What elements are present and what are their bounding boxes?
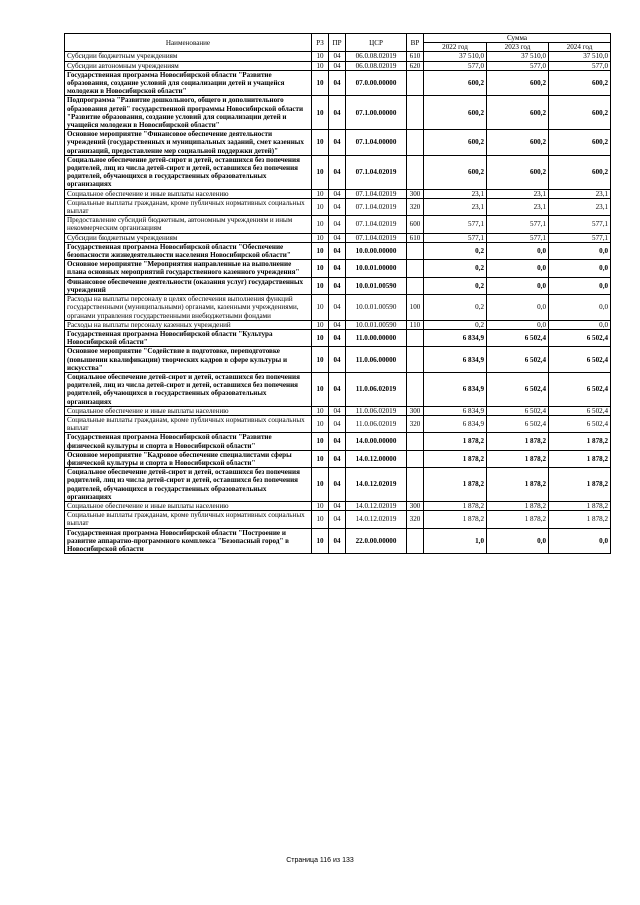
row-csr-cell: 10.0.00.00000 [346, 242, 407, 259]
row-2022-cell: 1 878,2 [424, 433, 487, 450]
row-name-cell: Социальное обеспечение детей-сирот и детей, оставшихся без попечения родителей, лиц из числа детей-сирот и детей, оставшихся без попечения родителей, обучающихся в государственных образовательных организациях [65, 468, 312, 502]
row-name-cell: Расходы на выплаты персоналу в целях обеспечения выполнения функций государственными (муниципальными) органами, казенными учреждениями, органами управления государственными внебюджетными фондами [65, 295, 312, 321]
row-vr-cell: 300 [407, 189, 424, 198]
row-csr-cell: 07.1.04.02019 [346, 189, 407, 198]
row-name-cell: Социальное обеспечение детей-сирот и детей, оставшихся без попечения родителей, лиц из числа детей-сирот и детей, оставшихся без попечения родителей, обучающихся в государственных образовательных организациях [65, 155, 312, 189]
row-pr-cell: 04 [329, 130, 346, 156]
row-rz-cell: 10 [312, 277, 329, 294]
row-vr-cell: 320 [407, 415, 424, 432]
row-2022-cell: 600,2 [424, 155, 487, 189]
row-2023-cell: 6 502,4 [487, 329, 549, 346]
row-2023-cell: 0,0 [487, 528, 549, 554]
table-row [65, 130, 611, 156]
row-2022-cell: 1 878,2 [424, 450, 487, 467]
row-name-cell: Расходы на выплаты персоналу казенных учреждений [65, 320, 312, 329]
row-rz-cell: 10 [312, 415, 329, 432]
row-name-cell: Основное мероприятие "Мероприятия направленные на выполнение плана основных мероприятий государственного казенного учреждения" [65, 260, 312, 277]
row-vr-cell [407, 468, 424, 502]
row-rz-cell: 10 [312, 320, 329, 329]
row-2024-cell: 23,1 [549, 198, 611, 215]
row-csr-cell: 07.1.04.02019 [346, 216, 407, 233]
row-rz-cell: 10 [312, 242, 329, 259]
row-2022-cell: 23,1 [424, 198, 487, 215]
row-rz-cell: 10 [312, 216, 329, 233]
row-vr-cell: 610 [407, 52, 424, 61]
row-csr-cell: 14.0.12.02019 [346, 501, 407, 510]
row-name-cell: Социальное обеспечение и иные выплаты населению [65, 189, 312, 198]
row-2024-cell: 0,0 [549, 295, 611, 321]
row-2024-cell: 577,0 [549, 61, 611, 70]
budget-table [64, 33, 611, 554]
row-2023-cell: 6 502,4 [487, 347, 549, 373]
row-pr-cell: 04 [329, 61, 346, 70]
row-name-cell: Социальное обеспечение и иные выплаты населению [65, 501, 312, 510]
row-rz-cell: 10 [312, 406, 329, 415]
row-vr-cell: 100 [407, 295, 424, 321]
row-pr-cell: 04 [329, 189, 346, 198]
row-csr-cell: 11.0.06.02019 [346, 406, 407, 415]
row-vr-cell [407, 528, 424, 554]
row-pr-cell: 04 [329, 347, 346, 373]
row-2022-cell: 600,2 [424, 96, 487, 130]
row-name-cell: Государственная программа Новосибирской области "Развитие образования, создание условий для социализации детей и учащейся молодежи в Новосибирской области" [65, 70, 312, 96]
row-2022-cell: 1 878,2 [424, 511, 487, 528]
row-2023-cell: 600,2 [487, 96, 549, 130]
page-number: Страница 116 из 133 [286, 857, 354, 864]
table-row [65, 450, 611, 467]
table-row [65, 70, 611, 96]
table-row [65, 329, 611, 346]
row-2024-cell: 600,2 [549, 70, 611, 96]
row-vr-cell [407, 433, 424, 450]
row-vr-cell [407, 450, 424, 467]
row-2022-cell: 6 834,9 [424, 347, 487, 373]
row-name-cell: Субсидии бюджетным учреждениям [65, 52, 312, 61]
row-2024-cell: 6 502,4 [549, 329, 611, 346]
header-csr: ЦСР [346, 34, 407, 52]
row-csr-cell: 07.1.04.02019 [346, 198, 407, 215]
header-pr: ПР [329, 34, 346, 52]
row-pr-cell: 04 [329, 96, 346, 130]
table-row [65, 415, 611, 432]
row-name-cell: Социальные выплаты гражданам, кроме публичных нормативных социальных выплат [65, 198, 312, 215]
row-name-cell: Субсидии автономным учреждениям [65, 61, 312, 70]
row-csr-cell: 14.0.12.02019 [346, 468, 407, 502]
table-row [65, 406, 611, 415]
row-2023-cell: 1 878,2 [487, 433, 549, 450]
row-2023-cell: 577,1 [487, 233, 549, 242]
row-pr-cell: 04 [329, 242, 346, 259]
table-row [65, 501, 611, 510]
row-pr-cell: 04 [329, 70, 346, 96]
row-name-cell: Социальные выплаты гражданам, кроме публичных нормативных социальных выплат [65, 415, 312, 432]
row-2022-cell: 37 510,0 [424, 52, 487, 61]
table-row [65, 372, 611, 406]
row-2023-cell: 6 502,4 [487, 406, 549, 415]
row-2024-cell: 1 878,2 [549, 433, 611, 450]
row-csr-cell: 06.0.08.02019 [346, 52, 407, 61]
row-rz-cell: 10 [312, 96, 329, 130]
table-row [65, 511, 611, 528]
table-row [65, 433, 611, 450]
row-pr-cell: 04 [329, 277, 346, 294]
row-2023-cell: 0,0 [487, 320, 549, 329]
row-2022-cell: 6 834,9 [424, 372, 487, 406]
row-pr-cell: 04 [329, 528, 346, 554]
row-2023-cell: 577,1 [487, 216, 549, 233]
row-2023-cell: 37 510,0 [487, 52, 549, 61]
row-csr-cell: 10.0.01.00590 [346, 295, 407, 321]
row-csr-cell: 11.0.06.02019 [346, 372, 407, 406]
row-vr-cell: 600 [407, 216, 424, 233]
row-2024-cell: 6 502,4 [549, 347, 611, 373]
table-row [65, 61, 611, 70]
row-rz-cell: 10 [312, 501, 329, 510]
row-2022-cell: 577,1 [424, 233, 487, 242]
row-rz-cell: 10 [312, 233, 329, 242]
row-vr-cell [407, 260, 424, 277]
row-vr-cell [407, 155, 424, 189]
row-pr-cell: 04 [329, 501, 346, 510]
row-vr-cell [407, 130, 424, 156]
row-name-cell: Предоставление субсидий бюджетным, автономным учреждениям и иным некоммерческим организациям [65, 216, 312, 233]
row-vr-cell: 610 [407, 233, 424, 242]
row-pr-cell: 04 [329, 155, 346, 189]
header-rz: РЗ [312, 34, 329, 52]
row-rz-cell: 10 [312, 52, 329, 61]
table-row [65, 277, 611, 294]
row-2023-cell: 6 502,4 [487, 415, 549, 432]
row-rz-cell: 10 [312, 433, 329, 450]
row-2022-cell: 1,0 [424, 528, 487, 554]
row-2024-cell: 600,2 [549, 130, 611, 156]
header-year-2022: 2022 год [424, 43, 487, 52]
row-2023-cell: 0,0 [487, 242, 549, 259]
header-year-2023: 2023 год [487, 43, 549, 52]
row-2022-cell: 0,2 [424, 277, 487, 294]
row-2024-cell: 6 502,4 [549, 406, 611, 415]
row-2022-cell: 1 878,2 [424, 501, 487, 510]
header-vr: ВР [407, 34, 424, 52]
header-year-2024: 2024 год [549, 43, 611, 52]
row-vr-cell: 110 [407, 320, 424, 329]
row-vr-cell [407, 329, 424, 346]
table-row [65, 233, 611, 242]
row-pr-cell: 04 [329, 372, 346, 406]
table-row [65, 52, 611, 61]
row-csr-cell: 10.0.01.00000 [346, 260, 407, 277]
row-2023-cell: 1 878,2 [487, 511, 549, 528]
row-2022-cell: 600,2 [424, 130, 487, 156]
row-csr-cell: 07.1.04.02019 [346, 233, 407, 242]
row-csr-cell: 10.0.01.00590 [346, 277, 407, 294]
row-csr-cell: 11.0.00.00000 [346, 329, 407, 346]
table-row [65, 347, 611, 373]
row-2024-cell: 23,1 [549, 189, 611, 198]
table-row [65, 242, 611, 259]
row-rz-cell: 10 [312, 70, 329, 96]
row-name-cell: Государственная программа Новосибирской области "Построение и развитие аппаратно-программного комплекса "Безопасный город" в Новосибирской области [65, 528, 312, 554]
row-2024-cell: 1 878,2 [549, 450, 611, 467]
table-row [65, 189, 611, 198]
row-pr-cell: 04 [329, 198, 346, 215]
table-row [65, 155, 611, 189]
row-2022-cell: 0,2 [424, 242, 487, 259]
row-2023-cell: 6 502,4 [487, 372, 549, 406]
row-rz-cell: 10 [312, 528, 329, 554]
row-pr-cell: 04 [329, 450, 346, 467]
row-rz-cell: 10 [312, 61, 329, 70]
row-2023-cell: 0,0 [487, 277, 549, 294]
row-2024-cell: 0,0 [549, 242, 611, 259]
table-row [65, 198, 611, 215]
row-vr-cell: 620 [407, 61, 424, 70]
table-header [65, 34, 611, 52]
row-rz-cell: 10 [312, 372, 329, 406]
row-2022-cell: 6 834,9 [424, 329, 487, 346]
row-pr-cell: 04 [329, 216, 346, 233]
row-2024-cell: 0,0 [549, 260, 611, 277]
table-row [65, 528, 611, 554]
row-csr-cell: 07.0.00.00000 [346, 70, 407, 96]
row-vr-cell: 320 [407, 511, 424, 528]
row-csr-cell: 07.1.04.02019 [346, 155, 407, 189]
row-2024-cell: 6 502,4 [549, 372, 611, 406]
row-2024-cell: 577,1 [549, 216, 611, 233]
table-row [65, 260, 611, 277]
row-name-cell: Государственная программа Новосибирской области "Культура Новосибирской области" [65, 329, 312, 346]
row-2022-cell: 23,1 [424, 189, 487, 198]
row-rz-cell: 10 [312, 329, 329, 346]
row-2023-cell: 1 878,2 [487, 468, 549, 502]
row-csr-cell: 11.0.06.02019 [346, 415, 407, 432]
row-name-cell: Социальное обеспечение детей-сирот и детей, оставшихся без попечения родителей, лиц из числа детей-сирот и детей, оставшихся без попечения родителей, обучающихся в государственных образовательных организациях [65, 372, 312, 406]
row-2022-cell: 600,2 [424, 70, 487, 96]
row-2022-cell: 0,2 [424, 295, 487, 321]
row-2023-cell: 23,1 [487, 189, 549, 198]
row-2023-cell: 1 878,2 [487, 450, 549, 467]
table-body [65, 52, 611, 554]
row-name-cell: Подпрограмма "Развитие дошкольного, общего и дополнительного образования детей" государственной программы Новосибирской области "Развитие образования, создание условий для социализации детей и учащейся молодежи в Новосибирской области" [65, 96, 312, 130]
row-name-cell: Основное мероприятие "Финансовое обеспечение деятельности учреждений (государственных и муниципальных заданий, смет казенных организаций, предоставление мер социальной поддержки детей)" [65, 130, 312, 156]
row-rz-cell: 10 [312, 468, 329, 502]
row-vr-cell: 300 [407, 406, 424, 415]
header-sum: Сумма [424, 34, 611, 43]
row-csr-cell: 14.0.12.00000 [346, 450, 407, 467]
row-csr-cell: 06.0.08.02019 [346, 61, 407, 70]
row-2024-cell: 1 878,2 [549, 511, 611, 528]
row-rz-cell: 10 [312, 260, 329, 277]
row-2024-cell: 600,2 [549, 96, 611, 130]
row-rz-cell: 10 [312, 295, 329, 321]
row-name-cell: Субсидии бюджетным учреждениям [65, 233, 312, 242]
row-pr-cell: 04 [329, 295, 346, 321]
row-2024-cell: 37 510,0 [549, 52, 611, 61]
row-2024-cell: 600,2 [549, 155, 611, 189]
row-2024-cell: 6 502,4 [549, 415, 611, 432]
row-2024-cell: 1 878,2 [549, 501, 611, 510]
row-csr-cell: 10.0.01.00590 [346, 320, 407, 329]
row-2024-cell: 577,1 [549, 233, 611, 242]
row-2022-cell: 6 834,9 [424, 406, 487, 415]
row-2024-cell: 0,0 [549, 320, 611, 329]
row-csr-cell: 07.1.00.00000 [346, 96, 407, 130]
row-pr-cell: 04 [329, 468, 346, 502]
row-vr-cell [407, 372, 424, 406]
table-row [65, 216, 611, 233]
row-name-cell: Финансовое обеспечение деятельности (оказания услуг) государственных учреждений [65, 277, 312, 294]
table-row [65, 96, 611, 130]
row-2022-cell: 0,2 [424, 260, 487, 277]
header-name: Наименование [65, 34, 312, 52]
row-vr-cell [407, 70, 424, 96]
row-rz-cell: 10 [312, 511, 329, 528]
row-name-cell: Государственная программа Новосибирской области "Развитие физической культуры и спорта в Новосибирской области" [65, 433, 312, 450]
row-pr-cell: 04 [329, 233, 346, 242]
table-row [65, 320, 611, 329]
row-2024-cell: 0,0 [549, 277, 611, 294]
row-rz-cell: 10 [312, 347, 329, 373]
row-csr-cell: 14.0.12.02019 [346, 511, 407, 528]
row-pr-cell: 04 [329, 406, 346, 415]
row-2022-cell: 0,2 [424, 320, 487, 329]
row-2023-cell: 577,0 [487, 61, 549, 70]
row-pr-cell: 04 [329, 433, 346, 450]
row-2023-cell: 0,0 [487, 260, 549, 277]
row-name-cell: Основное мероприятие "Содействие в подготовке, переподготовке (повышении квалификации) творческих кадров в сфере культуры и искусства" [65, 347, 312, 373]
row-2022-cell: 577,0 [424, 61, 487, 70]
row-rz-cell: 10 [312, 189, 329, 198]
row-pr-cell: 04 [329, 52, 346, 61]
row-csr-cell: 11.0.06.00000 [346, 347, 407, 373]
row-rz-cell: 10 [312, 198, 329, 215]
row-vr-cell [407, 96, 424, 130]
row-name-cell: Основное мероприятие "Кадровое обеспечение специалистами сферы физической культуры и спорта в Новосибирской области" [65, 450, 312, 467]
row-pr-cell: 04 [329, 320, 346, 329]
row-pr-cell: 04 [329, 260, 346, 277]
row-2022-cell: 577,1 [424, 216, 487, 233]
row-rz-cell: 10 [312, 130, 329, 156]
row-pr-cell: 04 [329, 415, 346, 432]
row-2023-cell: 600,2 [487, 155, 549, 189]
row-vr-cell: 320 [407, 198, 424, 215]
row-vr-cell [407, 347, 424, 373]
row-2023-cell: 0,0 [487, 295, 549, 321]
row-2022-cell: 1 878,2 [424, 468, 487, 502]
row-name-cell: Социальное обеспечение и иные выплаты населению [65, 406, 312, 415]
row-2023-cell: 23,1 [487, 198, 549, 215]
row-2024-cell: 0,0 [549, 528, 611, 554]
row-csr-cell: 22.0.00.00000 [346, 528, 407, 554]
row-2022-cell: 6 834,9 [424, 415, 487, 432]
row-pr-cell: 04 [329, 511, 346, 528]
row-rz-cell: 10 [312, 155, 329, 189]
row-name-cell: Государственная программа Новосибирской области "Обеспечение безопасности жизнедеятельности населения Новосибирской области" [65, 242, 312, 259]
row-csr-cell: 14.0.00.00000 [346, 433, 407, 450]
table-row [65, 295, 611, 321]
row-vr-cell: 300 [407, 501, 424, 510]
row-csr-cell: 07.1.04.00000 [346, 130, 407, 156]
table-row [65, 468, 611, 502]
row-rz-cell: 10 [312, 450, 329, 467]
row-2023-cell: 600,2 [487, 130, 549, 156]
row-2024-cell: 1 878,2 [549, 468, 611, 502]
row-pr-cell: 04 [329, 329, 346, 346]
row-vr-cell [407, 242, 424, 259]
row-2023-cell: 600,2 [487, 70, 549, 96]
row-vr-cell [407, 277, 424, 294]
row-name-cell: Социальные выплаты гражданам, кроме публичных нормативных социальных выплат [65, 511, 312, 528]
row-2023-cell: 1 878,2 [487, 501, 549, 510]
